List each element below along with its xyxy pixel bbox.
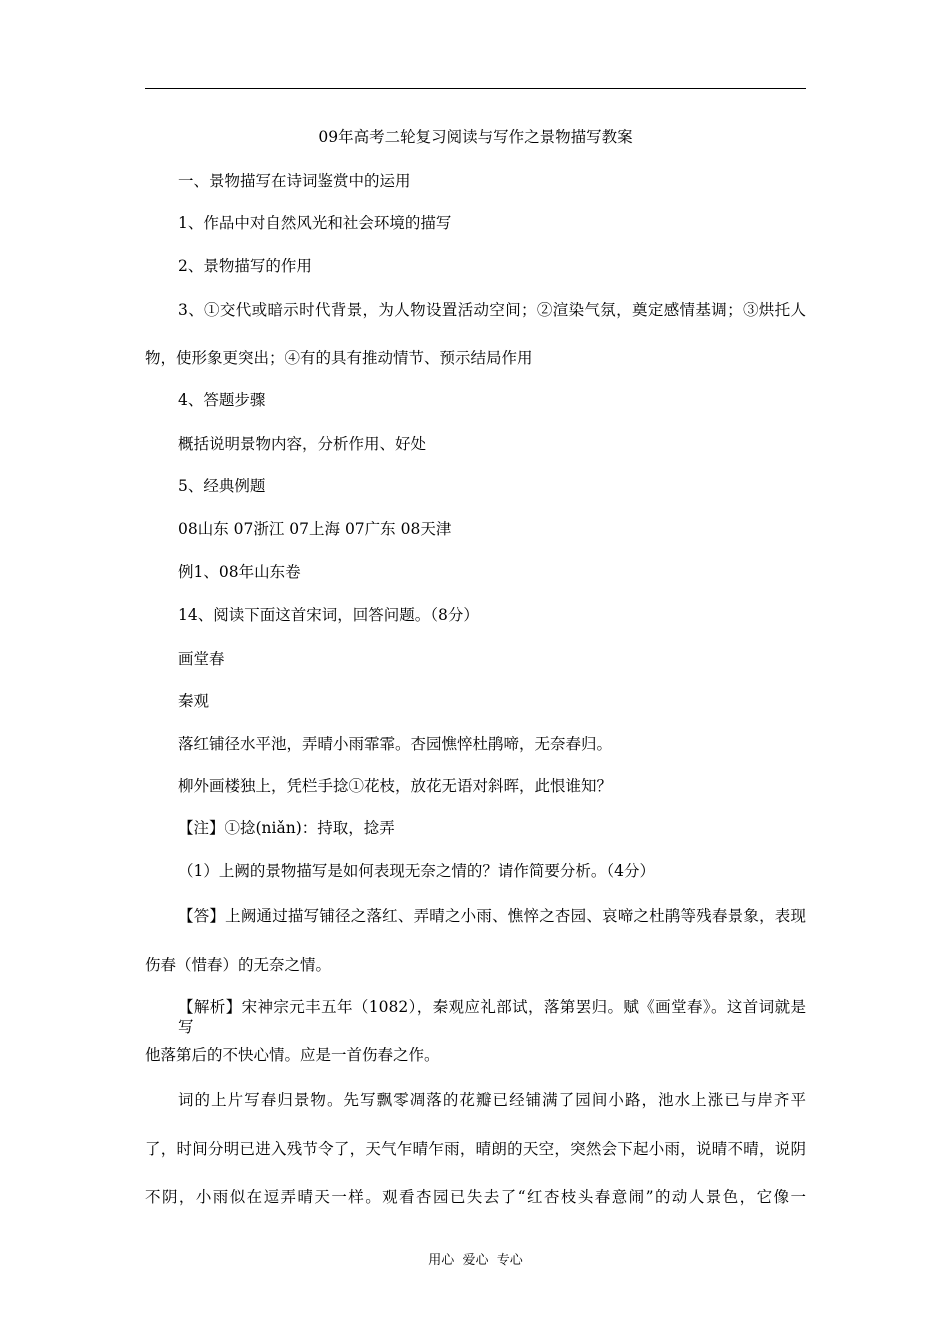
paragraph-line: 5、经典例题: [178, 477, 266, 495]
paragraph-line: 4、答题步骤: [178, 391, 266, 409]
analysis-line: 【解析】宋神宗元丰五年（1082），秦观应礼部试，落第罢归。赋《画堂春》。这首词就是写: [178, 998, 806, 1036]
question-line: （1）上阙的景物描写是如何表现无奈之情的？请作简要分析。（4分）: [178, 862, 655, 880]
analysis-line: 了，时间分明已进入残节令了，天气乍晴乍雨，晴朗的天空，突然会下起小雨，说晴不晴，说阴: [145, 1140, 806, 1158]
note-line: 【注】①捻(niǎn)：持取，捻弄: [178, 819, 395, 837]
paragraph-line: 2、景物描写的作用: [178, 257, 312, 275]
analysis-line: 词的上片写春归景物。先写飘零凋落的花瓣已经铺满了园间小路，池水上涨已与岸齐平: [178, 1091, 806, 1109]
paragraph-line: 概括说明景物内容，分析作用、好处: [178, 435, 427, 453]
header-rule: [145, 88, 806, 89]
page-footer: 用心 爱心 专心: [428, 1253, 523, 1268]
poem-author: 秦观: [178, 692, 210, 710]
poem-line: 柳外画楼独上，凭栏手捻①花枝，放花无语对斜晖，此恨谁知？: [178, 777, 613, 795]
analysis-line: 不阴，小雨似在逗弄晴天一样。观看杏园已失去了“红杏枝头春意闹”的动人景色，它像一: [145, 1188, 806, 1206]
analysis-line: 他落第后的不快心情。应是一首伤春之作。: [145, 1046, 440, 1064]
question-line: 14、阅读下面这首宋词，回答问题。（8分）: [178, 606, 479, 624]
answer-line: 伤春（惜春）的无奈之情。: [145, 956, 332, 974]
section-heading: 一、景物描写在诗词鉴赏中的运用: [178, 172, 411, 190]
paragraph-line: 3、①交代或暗示时代背景，为人物设置活动空间；②渲染气氛，奠定感情基调；③烘托人: [178, 301, 806, 319]
answer-line: 【答】上阙通过描写铺径之落红、弄晴之小雨、憔悴之杏园、哀啼之杜鹃等残春景象，表现: [178, 907, 806, 925]
paragraph-line: 物，使形象更突出；④有的具有推动情节、预示结局作用: [145, 349, 533, 367]
paragraph-line: 08山东 07浙江 07上海 07广东 08天津: [178, 520, 452, 538]
paragraph-line: 例1、08年山东卷: [178, 563, 301, 581]
paragraph-line: 1、作品中对自然风光和社会环境的描写: [178, 214, 452, 232]
document-title: 09年高考二轮复习阅读与写作之景物描写教案: [318, 128, 633, 146]
poem-title: 画堂春: [178, 650, 225, 668]
poem-line: 落红铺径水平池，弄晴小雨霏霏。杏园憔悴杜鹃啼，无奈春归。: [178, 735, 613, 753]
